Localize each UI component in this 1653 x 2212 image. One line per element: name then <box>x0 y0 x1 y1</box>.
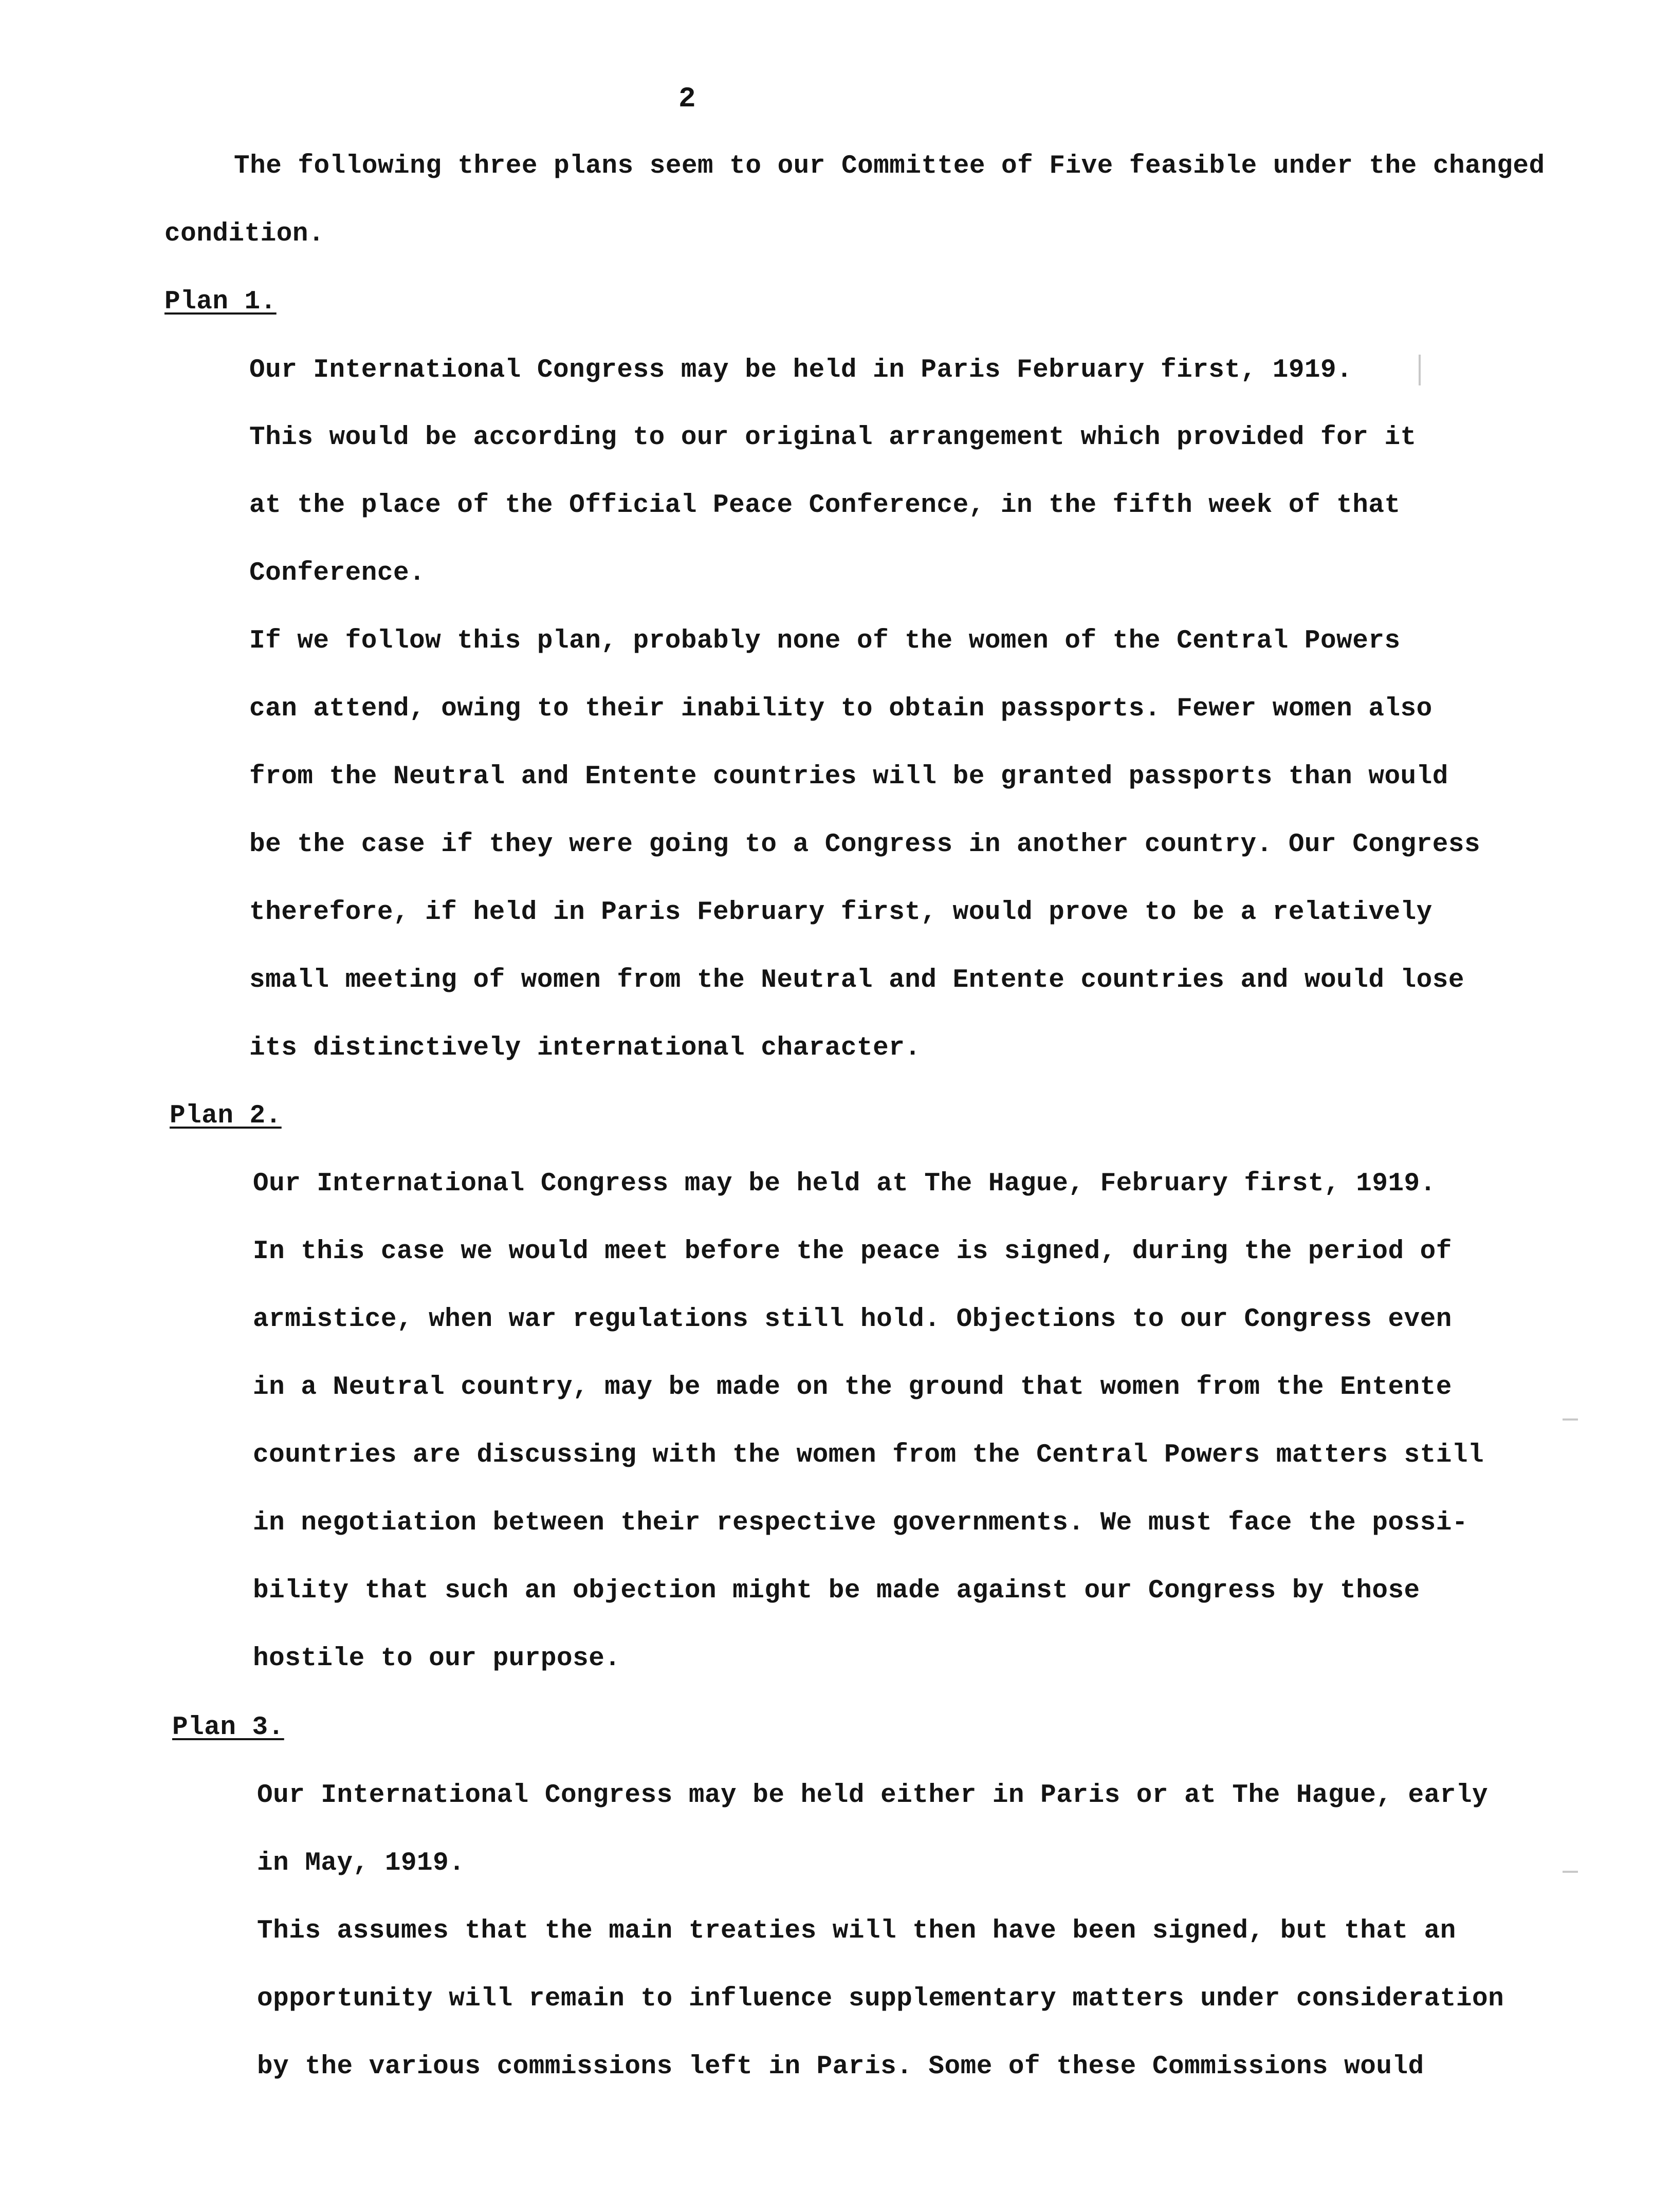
plan-3-line: Our International Congress may be held either in Paris or at The Hague, early <box>257 1781 1489 1810</box>
plan-3-line: This assumes that the main treaties will then have been signed, but that an <box>257 1916 1456 1946</box>
plan-3-line: by the various commissions left in Paris. Some of these Commissions would <box>257 2052 1424 2081</box>
plan-3-line: opportunity will remain to influence supplementary matters under consideration <box>257 1984 1504 2014</box>
plan-2-line: bility that such an objection might be made against our Congress by those <box>253 1576 1420 1606</box>
plan-2-line: In this case we would meet before the peace is signed, during the period of <box>253 1237 1452 1266</box>
margin-mark <box>1563 1871 1578 1873</box>
plan-1-line: small meeting of women from the Neutral and Entente countries and would lose <box>249 966 1464 995</box>
plan-2-line: Our International Congress may be held at The Hague, February first, 1919. <box>253 1169 1436 1199</box>
plan-2-line: hostile to our purpose. <box>253 1644 621 1673</box>
plan-1-line: Our International Congress may be held in Paris February first, 1919. <box>249 356 1353 385</box>
plan-2-line: armistice, when war regulations still hold. Objections to our Congress even <box>253 1305 1452 1334</box>
plan-2-heading: Plan 2. <box>170 1101 282 1131</box>
plan-2-line: in negotiation between their respective governments. We must face the possi- <box>253 1508 1468 1538</box>
plan-3-heading: Plan 3. <box>172 1713 284 1742</box>
plan-3-line: in May, 1919. <box>257 1849 465 1878</box>
margin-mark <box>1419 355 1421 385</box>
plan-2-line: countries are discussing with the women from the Central Powers matters still <box>253 1441 1484 1470</box>
plan-1-line: can attend, owing to their inability to obtain passports. Fewer women also <box>249 694 1432 724</box>
plan-1-line: Conference. <box>249 559 426 588</box>
plan-1-line: at the place of the Official Peace Conference, in the fifth week of that <box>249 491 1401 520</box>
page-number: 2 <box>678 82 696 115</box>
intro-line-2: condition. <box>164 219 325 249</box>
plan-2-line: in a Neutral country, may be made on the ground that women from the Entente <box>253 1373 1452 1402</box>
plan-1-line: therefore, if held in Paris February first, would prove to be a relatively <box>249 898 1432 927</box>
plan-1-line: This would be according to our original arrangement which provided for it <box>249 423 1417 452</box>
margin-mark <box>1563 1418 1578 1421</box>
plan-1-line: from the Neutral and Entente countries will be granted passports than would <box>249 762 1448 791</box>
intro-line-1: The following three plans seem to our Committee of Five feasible under the changed <box>234 152 1545 181</box>
plan-1-line: If we follow this plan, probably none of the women of the Central Powers <box>249 626 1401 656</box>
plan-1-line: its distinctively international character. <box>249 1034 921 1063</box>
plan-1-line: be the case if they were going to a Congress in another country. Our Congress <box>249 830 1481 859</box>
plan-1-heading: Plan 1. <box>164 287 277 317</box>
